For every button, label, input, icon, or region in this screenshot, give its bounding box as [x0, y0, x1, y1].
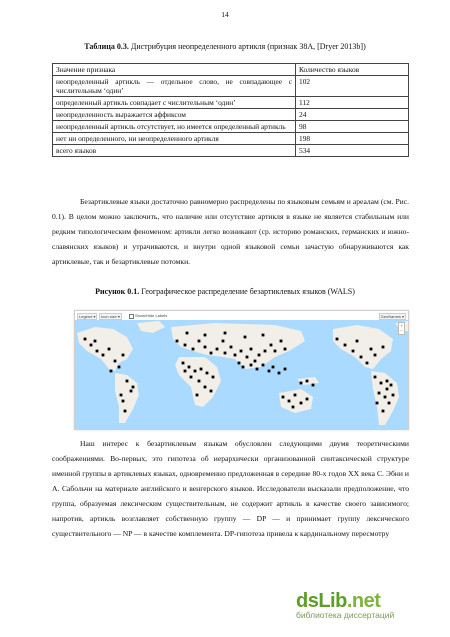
- language-marker[interactable]: [366, 362, 369, 365]
- language-marker[interactable]: [204, 346, 207, 349]
- show-labels-label: Show/Hide Labels: [135, 313, 168, 318]
- language-marker[interactable]: [122, 354, 125, 357]
- header-language-count: Количество языков: [296, 64, 409, 76]
- row-count: 534: [296, 145, 409, 157]
- language-marker[interactable]: [204, 386, 207, 389]
- geonames-dropdown[interactable]: GeoNames ▾: [380, 314, 404, 319]
- language-marker[interactable]: [244, 336, 247, 339]
- language-marker[interactable]: [370, 348, 373, 351]
- language-marker[interactable]: [386, 380, 389, 383]
- language-marker[interactable]: [102, 354, 105, 357]
- language-marker[interactable]: [356, 340, 359, 343]
- zoom-in-button[interactable]: +: [400, 323, 403, 328]
- language-marker[interactable]: [198, 380, 201, 383]
- row-feature: всего языков: [53, 145, 296, 157]
- table-row: [53, 121, 409, 133]
- language-marker[interactable]: [184, 370, 187, 373]
- language-marker[interactable]: [336, 338, 339, 341]
- language-marker[interactable]: [254, 360, 257, 363]
- language-marker[interactable]: [132, 386, 135, 389]
- language-marker[interactable]: [382, 346, 385, 349]
- language-marker[interactable]: [176, 340, 179, 343]
- language-marker[interactable]: [84, 338, 87, 341]
- table-row: [53, 145, 409, 157]
- language-marker[interactable]: [256, 368, 259, 371]
- language-marker[interactable]: [194, 370, 197, 373]
- table-header-row: [53, 64, 409, 76]
- watermark-subtitle: библиотека диссертаций: [296, 610, 395, 620]
- body-paragraph-2: Наш интерес к безартиклевым языкам обусловлен следующими двумя теоретическими соображениями. Во-первых, это гипотеза об иерархически организованной синтаксической структуре именной группы в артиклевых языках, одновременно предложенная в середине 80-х годов XX века С. Эбни и А. Сабольчи на материале английского и венгерского языков. Исследователи высказали предположение, что группа, образуемая лексическим существительным, не содержит артикль в качестве своего зависимого; напротив, артикль возглавляет собственную группу — DP — и принимает группу лексического существительного — NP — в качестве комплемента. DP-гипотеза привела к кардинальному пересмотру: [52, 439, 409, 538]
- language-marker[interactable]: [224, 352, 227, 355]
- language-marker[interactable]: [210, 352, 213, 355]
- language-marker[interactable]: [230, 346, 233, 349]
- language-marker[interactable]: [306, 398, 309, 401]
- language-marker[interactable]: [114, 360, 117, 363]
- language-marker[interactable]: [198, 340, 201, 343]
- language-marker[interactable]: [262, 364, 265, 367]
- article-distribution-table: [52, 63, 409, 157]
- language-marker[interactable]: [242, 366, 245, 369]
- language-marker[interactable]: [90, 344, 93, 347]
- language-marker[interactable]: [378, 392, 381, 395]
- language-marker[interactable]: [344, 344, 347, 347]
- language-marker[interactable]: [190, 376, 193, 379]
- language-marker[interactable]: [306, 380, 309, 383]
- table-caption: [40, 42, 410, 51]
- language-marker[interactable]: [182, 362, 185, 365]
- language-marker[interactable]: [262, 334, 265, 337]
- row-count: 112: [296, 97, 409, 109]
- row-feature: неопределенный артикль отсутствует, но имеется определенный артикль: [53, 121, 296, 133]
- language-marker[interactable]: [272, 366, 275, 369]
- map-toolbar: [75, 311, 408, 320]
- watermark-logo-main: dsLib: [296, 590, 347, 612]
- language-marker[interactable]: [108, 348, 111, 351]
- language-marker[interactable]: [380, 382, 383, 385]
- language-marker[interactable]: [288, 400, 291, 403]
- language-marker[interactable]: [188, 366, 191, 369]
- row-count: 98: [296, 121, 409, 133]
- language-marker[interactable]: [238, 362, 241, 365]
- language-marker[interactable]: [392, 394, 395, 397]
- table-row: [53, 109, 409, 121]
- table-row: [53, 133, 409, 145]
- row-feature: определенный артикль совпадает с числительным ‘один’: [53, 97, 296, 109]
- language-marker[interactable]: [122, 400, 125, 403]
- row-feature: нет ни определенного, ни неопределенного артикля: [53, 133, 296, 145]
- language-marker[interactable]: [388, 402, 391, 405]
- language-marker[interactable]: [204, 334, 207, 337]
- world-map-graphic: [75, 311, 408, 429]
- language-marker[interactable]: [94, 340, 97, 343]
- language-marker[interactable]: [352, 350, 355, 353]
- language-marker[interactable]: [250, 364, 253, 367]
- language-marker[interactable]: [268, 370, 271, 373]
- language-marker[interactable]: [200, 368, 203, 371]
- language-marker[interactable]: [360, 356, 363, 359]
- table-caption-text: Дистрибуция неопределенного артикля (признак 38A, [Dryer 2013b]): [128, 42, 366, 51]
- wals-map[interactable]: [74, 310, 409, 430]
- language-marker[interactable]: [206, 372, 209, 375]
- language-marker[interactable]: [284, 348, 287, 351]
- language-marker[interactable]: [274, 350, 277, 353]
- language-marker[interactable]: [246, 356, 249, 359]
- language-marker[interactable]: [212, 376, 215, 379]
- icon-size-dropdown[interactable]: Icon size ▾: [101, 314, 120, 319]
- language-marker[interactable]: [96, 350, 99, 353]
- language-marker[interactable]: [210, 390, 213, 393]
- language-marker[interactable]: [264, 350, 267, 353]
- language-marker[interactable]: [382, 410, 385, 413]
- row-feature: неопределенный артикль — отдельное слово, не совпадающее с числительным ‘один’: [53, 76, 296, 97]
- language-marker[interactable]: [110, 370, 113, 373]
- table-row: [53, 76, 409, 97]
- language-marker[interactable]: [278, 372, 281, 375]
- language-marker[interactable]: [390, 384, 393, 387]
- language-marker[interactable]: [130, 390, 133, 393]
- row-feature: неопределенность выражается аффиксом: [53, 109, 296, 121]
- language-marker[interactable]: [186, 332, 189, 335]
- row-count: 198: [296, 133, 409, 145]
- language-marker[interactable]: [118, 366, 121, 369]
- language-marker[interactable]: [376, 402, 379, 405]
- table-caption-label: Таблица 0.3.: [84, 42, 129, 51]
- page-number: 14: [221, 10, 229, 19]
- legend-dropdown[interactable]: Legend ▾: [79, 314, 96, 319]
- language-marker[interactable]: [222, 340, 225, 343]
- figure-caption: [40, 287, 410, 296]
- language-marker[interactable]: [292, 406, 295, 409]
- zoom-out-button[interactable]: −: [400, 328, 403, 333]
- language-marker[interactable]: [224, 332, 227, 335]
- zoom-control: [398, 322, 405, 335]
- language-marker[interactable]: [374, 376, 377, 379]
- language-marker[interactable]: [280, 340, 283, 343]
- language-marker[interactable]: [294, 394, 297, 397]
- language-marker[interactable]: [192, 348, 195, 351]
- language-marker[interactable]: [300, 382, 303, 385]
- table-row: [53, 97, 409, 109]
- language-marker[interactable]: [184, 344, 187, 347]
- language-marker[interactable]: [282, 396, 285, 399]
- dslib-watermark: [296, 590, 446, 620]
- figure-caption-label: Рисунок 0.1.: [95, 287, 140, 296]
- language-marker[interactable]: [312, 384, 315, 387]
- language-marker[interactable]: [126, 380, 129, 383]
- language-marker[interactable]: [374, 354, 377, 357]
- language-marker[interactable]: [300, 402, 303, 405]
- header-feature-value: Значение признака: [53, 64, 296, 76]
- language-marker[interactable]: [216, 348, 219, 351]
- language-marker[interactable]: [124, 410, 127, 413]
- language-marker[interactable]: [284, 368, 287, 371]
- language-marker[interactable]: [196, 394, 199, 397]
- language-marker[interactable]: [250, 348, 253, 351]
- row-count: 24: [296, 109, 409, 121]
- language-marker[interactable]: [258, 354, 261, 357]
- row-count: 102: [296, 76, 409, 97]
- watermark-logo-tld: .net: [346, 590, 381, 612]
- figure-caption-text: Географическое распределение безартиклевых языков (WALS): [139, 287, 355, 296]
- language-marker[interactable]: [384, 396, 387, 399]
- language-marker[interactable]: [240, 350, 243, 353]
- body-paragraph-1: Безартиклевые языки достаточно равномерно распределены по языковым семьям и ареалам (см. Рис. 0.1). В целом можно заключить, что наличие или отсутствие артикля в языке не является стабильным или редким типологическим феноменом: артикли легко возникают (ср. историю романских, германских и южно-славянских языков) и утрачиваются, и внутри одной языковой семьи зачастую обнаруживаются как артиклевые, так и безартиклевые потомки.: [52, 197, 409, 266]
- language-marker[interactable]: [270, 344, 273, 347]
- language-marker[interactable]: [234, 354, 237, 357]
- language-marker[interactable]: [386, 388, 389, 391]
- language-marker[interactable]: [120, 394, 123, 397]
